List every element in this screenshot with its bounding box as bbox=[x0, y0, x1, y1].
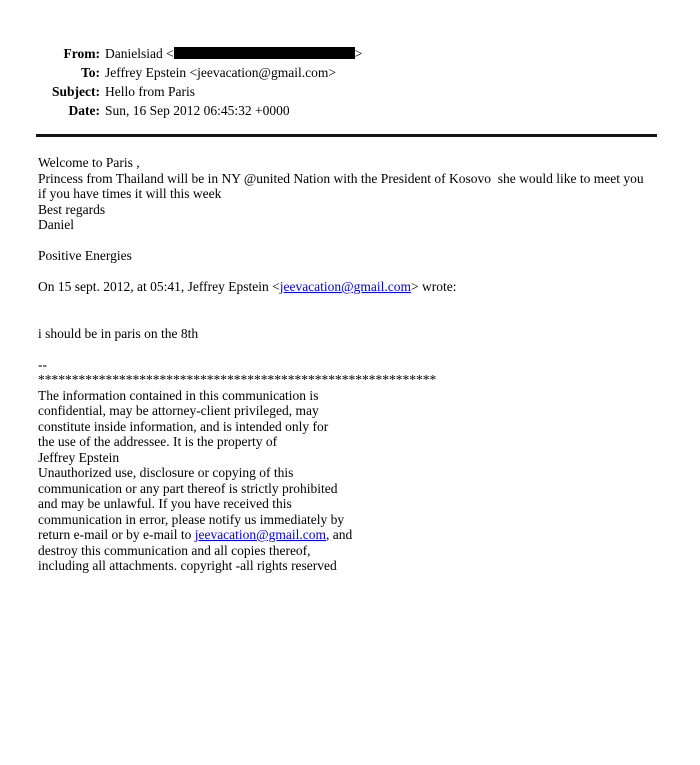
body-signature-name: Daniel bbox=[38, 217, 74, 232]
blank-line bbox=[38, 233, 644, 249]
disclaimer-line: constitute inside information, and is intended only for bbox=[38, 418, 329, 434]
blank-line bbox=[38, 310, 644, 326]
date-label: Date: bbox=[68, 103, 100, 118]
header-separator-rule bbox=[36, 134, 657, 137]
disclaimer-link-prefix: return e-mail or by e-mail to bbox=[38, 527, 195, 542]
body-line: Princess from Thailand will be in NY @united Nation with the President of Kosovo she would like to meet you bbox=[38, 170, 644, 186]
disclaimer-line: communication in error, please notify us immediately by bbox=[38, 511, 345, 527]
disclaimer-line: communication or any part thereof is strictly prohibited bbox=[38, 480, 338, 496]
header-row-date bbox=[0, 101, 362, 120]
disclaimer-line: Unauthorized use, disclosure or copying of this bbox=[38, 465, 294, 480]
body-line: Best regards bbox=[38, 201, 106, 217]
disclaimer-line: and may be unlawful. If you have received this bbox=[38, 496, 292, 511]
to-label: To: bbox=[80, 65, 100, 80]
disclaimer-line: including all attachments. copyright -all rights reserved bbox=[38, 558, 337, 573]
header-row-from bbox=[0, 44, 362, 63]
subject-label: Subject: bbox=[52, 84, 100, 99]
to-value: Jeffrey Epstein <jeevacation@gmail.com> bbox=[105, 65, 336, 80]
disclaimer-owner-name: Jeffrey Epstein bbox=[38, 449, 120, 465]
from-label: From: bbox=[63, 46, 100, 61]
disclaimer-line-with-link bbox=[38, 527, 644, 543]
blank-line bbox=[38, 295, 644, 311]
from-value bbox=[105, 44, 362, 63]
disclaimer-line: confidential, may be attorney-client privileged, may bbox=[38, 403, 319, 418]
disclaimer-line: the use of the addressee. It is the property of bbox=[38, 434, 278, 449]
redaction-bar bbox=[174, 47, 355, 59]
quote-email-link[interactable]: jeevacation@gmail.com bbox=[279, 279, 411, 294]
blank-line bbox=[38, 264, 644, 280]
quote-text: i should be in paris on the 8th bbox=[38, 325, 199, 341]
blank-line bbox=[38, 341, 644, 357]
disclaimer-email-link[interactable]: jeevacation@gmail.com bbox=[194, 527, 326, 542]
email-header bbox=[0, 44, 362, 120]
quote-attribution bbox=[38, 279, 644, 295]
from-value-prefix: Danielsiad < bbox=[105, 46, 174, 61]
body-tagline: Positive Energies bbox=[38, 248, 132, 263]
disclaimer-link-suffix: , and bbox=[325, 527, 353, 542]
email-body bbox=[38, 155, 644, 574]
disclaimer-line: destroy this communication and all copies thereof, bbox=[38, 542, 311, 558]
header-row-subject bbox=[0, 82, 362, 101]
header-row-to bbox=[0, 63, 362, 82]
body-line: if you have times it will this week bbox=[38, 186, 222, 201]
quote-attribution-suffix: > wrote: bbox=[410, 279, 457, 294]
subject-value: Hello from Paris bbox=[105, 84, 195, 99]
disclaimer-line: The information contained in this communication is bbox=[38, 387, 319, 403]
from-value-suffix: > bbox=[354, 46, 363, 61]
quote-attribution-prefix: On 15 sept. 2012, at 05:41, Jeffrey Epstein < bbox=[38, 279, 280, 294]
date-value: Sun, 16 Sep 2012 06:45:32 +0000 bbox=[105, 103, 290, 118]
body-greeting: Welcome to Paris , bbox=[38, 155, 140, 170]
asterisk-divider: *********************************************************** bbox=[38, 372, 437, 387]
signature-delimiter: -- bbox=[38, 356, 47, 372]
